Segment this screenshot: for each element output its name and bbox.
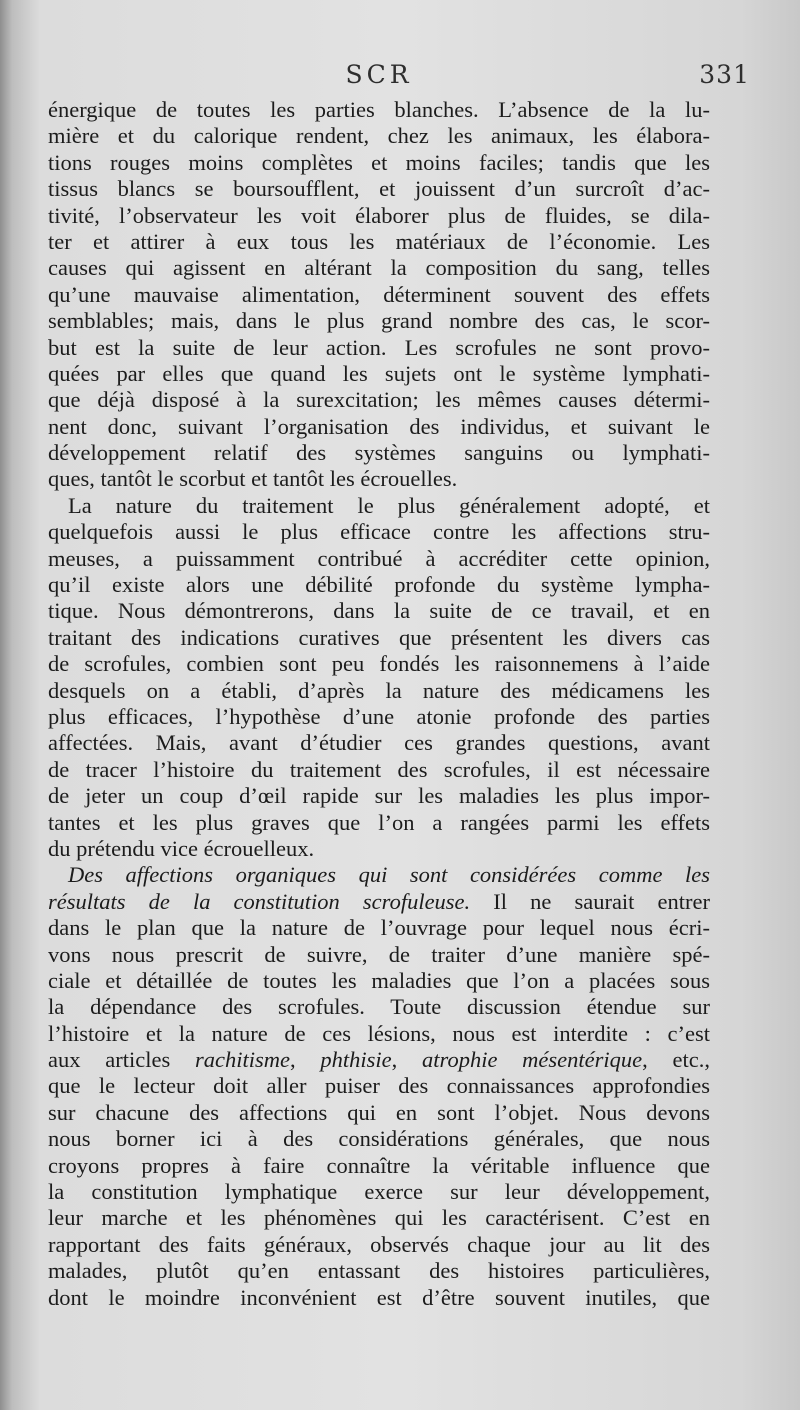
text-line: de tracer l’histoire du traitement des scrofules, il est nécessaire: [48, 756, 710, 782]
text-line: traitant des indications curatives que présentent les divers cas: [48, 624, 710, 650]
text-line: ciale et détaillée de toutes les maladies que l’on a placées sous: [48, 967, 710, 993]
text-line: aux articles rachitisme, phthisie, atrophie mésentérique, etc.,: [48, 1047, 710, 1073]
section-title-part: résultats de la constitution scrofuleuse.: [48, 888, 471, 914]
text-line: l’histoire et la nature de ces lésions, nous est interdite : c’est: [48, 1020, 710, 1046]
text-line: La nature du traitement le plus généralement adopté, et: [68, 492, 710, 518]
text-line: la constitution lymphatique exerce sur leur développement,: [48, 1179, 710, 1205]
page-header: [48, 60, 750, 94]
text-line: leur marche et les phénomènes qui les caractérisent. C’est en: [48, 1205, 710, 1231]
text-line: que déjà disposé à la surexcitation; les mêmes causes détermi-: [48, 387, 710, 413]
text-line: affectées. Mais, avant d’étudier ces grandes questions, avant: [48, 730, 710, 756]
text-line: semblables; mais, dans le plus grand nombre des cas, le scor-: [48, 308, 710, 334]
text-line: énergique de toutes les parties blanches. L’absence de la lu-: [48, 97, 710, 122]
text-line: dans le plan que la nature de l’ouvrage pour lequel nous écri-: [48, 915, 710, 941]
section-title-part: Des affections organiques qui sont considérées comme les: [68, 862, 710, 888]
text-line: résultats de la constitution scrofuleuse. Il ne saurait entrer: [48, 888, 710, 914]
text-line: nous borner ici à des considérations générales, que nous: [48, 1126, 710, 1152]
text-line: rapportant des faits généraux, observés chaque jour au lit des: [48, 1231, 710, 1257]
text-line: vons nous prescrit de suivre, de traiter d’une manière spé-: [48, 941, 710, 967]
text-line: croyons propres à faire connaître la véritable influence que: [48, 1152, 710, 1178]
text-line: que le lecteur doit aller puiser des connaissances approfondies: [48, 1073, 710, 1099]
text-line: qu’il existe alors une débilité profonde du système lympha-: [48, 572, 710, 598]
text-line: de scrofules, combien sont peu fondés les raisonnemens à l’aide: [48, 651, 710, 677]
text-line: ter et attirer à eux tous les matériaux de l’économie. Les: [48, 228, 710, 254]
running-head: SCR: [345, 60, 413, 89]
text-line: ques, tantôt le scorbut et tantôt les écrouelles.: [48, 466, 458, 492]
body-text: [48, 97, 710, 1311]
text-line: qu’une mauvaise alimentation, déterminent souvent des effets: [48, 281, 710, 307]
text-line: tique. Nous démontrerons, dans la suite de ce travail, et en: [48, 598, 710, 624]
text-line: nent donc, suivant l’organisation des individus, et suivant le: [48, 413, 710, 439]
text-line: dont le moindre inconvénient est d’être souvent inutiles, que: [48, 1284, 710, 1310]
text-line: de jeter un coup d’œil rapide sur les maladies les plus impor-: [48, 783, 710, 809]
text-line: meuses, a puissamment contribué à accréditer cette opinion,: [48, 545, 710, 571]
text-line: [48, 862, 710, 888]
text-line: plus efficaces, l’hypothèse d’une atonie profonde des parties: [48, 703, 710, 729]
text-line: desquels on a établi, d’après la nature des médicamens les: [48, 677, 710, 703]
text-line: causes qui agissent en altérant la composition du sang, telles: [48, 255, 710, 281]
text-line: la dépendance des scrofules. Toute discussion étendue sur: [48, 994, 710, 1020]
text-line: but est la suite de leur action. Les scrofules ne sont provo-: [48, 334, 710, 360]
text-line: tantes et les plus graves que l’on a rangées parmi les effets: [48, 809, 710, 835]
text-line: tissus blancs se boursoufflent, et jouissent d’un surcroît d’ac-: [48, 176, 710, 202]
text-line: sur chacune des affections qui en sont l’objet. Nous devons: [48, 1099, 710, 1125]
text-line: quées par elles que quand les sujets ont le système lymphati-: [48, 360, 710, 386]
text-line: tions rouges moins complètes et moins faciles; tandis que les: [48, 149, 710, 175]
text-line: du prétendu vice écrouelleux.: [48, 835, 315, 861]
text-line: malades, plutôt qu’en entassant des histoires particulières,: [48, 1258, 710, 1284]
text-line: quelquefois aussi le plus efficace contre les affections stru-: [48, 519, 710, 545]
page-number: 331: [699, 60, 750, 89]
text-line: développement relatif des systèmes sanguins ou lymphati-: [48, 440, 710, 466]
text-line: tivité, l’observateur les voit élaborer plus de fluides, se dila-: [48, 202, 710, 228]
text-line: mière et du calorique rendent, chez les animaux, les élabora-: [48, 123, 710, 149]
